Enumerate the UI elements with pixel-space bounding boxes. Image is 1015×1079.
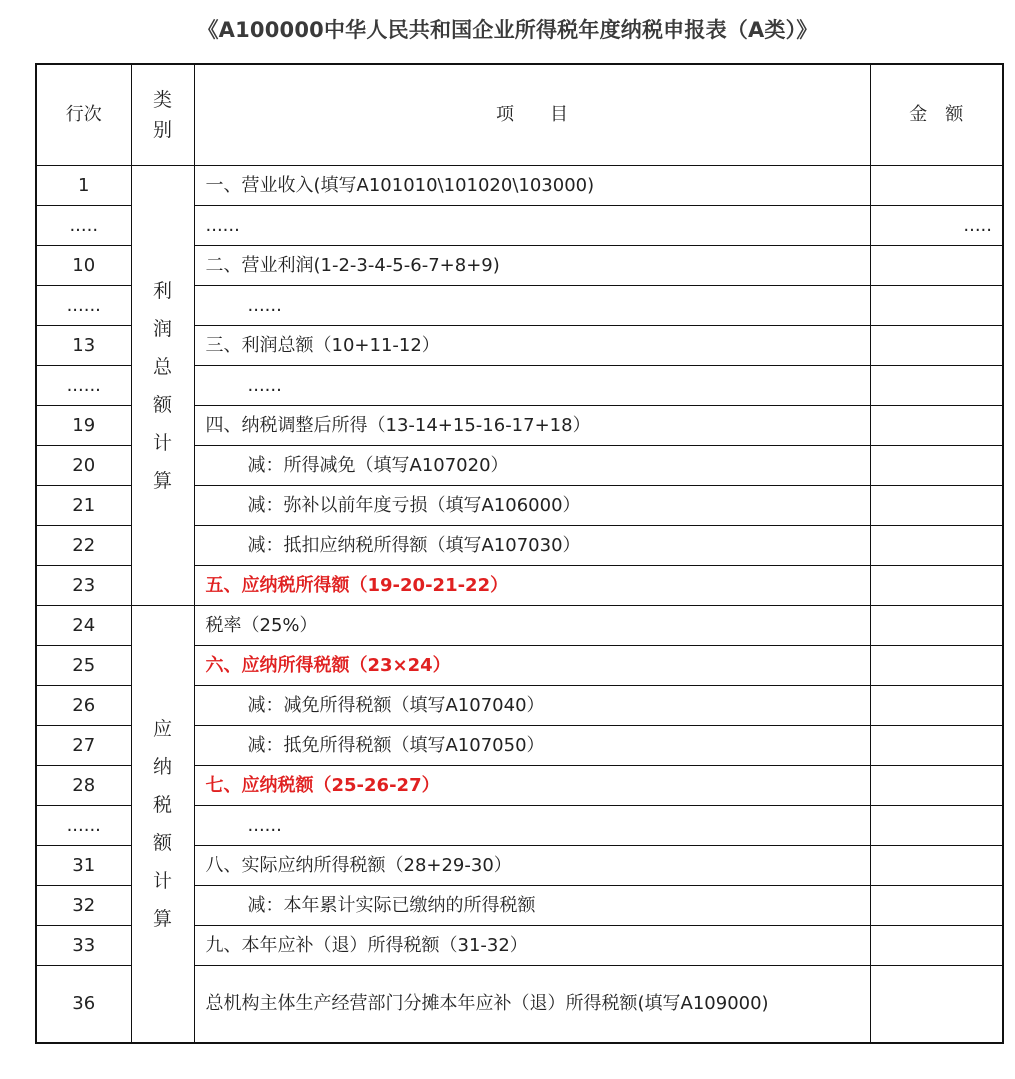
amount-cell[interactable] bbox=[870, 726, 1003, 766]
line-number: 26 bbox=[36, 686, 131, 726]
amount-cell[interactable] bbox=[870, 886, 1003, 926]
amount-cell[interactable] bbox=[870, 806, 1003, 846]
amount-cell[interactable] bbox=[870, 446, 1003, 486]
amount-cell[interactable] bbox=[870, 846, 1003, 886]
item-cell: ...... bbox=[194, 366, 870, 406]
amount-cell[interactable] bbox=[870, 566, 1003, 606]
line-number: ..... bbox=[36, 206, 131, 246]
amount-cell[interactable] bbox=[870, 326, 1003, 366]
item-cell: 九、本年应补（退）所得税额（31-32） bbox=[194, 926, 870, 966]
line-number: 21 bbox=[36, 486, 131, 526]
line-number: ...... bbox=[36, 366, 131, 406]
amount-cell[interactable] bbox=[870, 366, 1003, 406]
item-cell-highlighted: 六、应纳所得税额（23×24） bbox=[194, 646, 870, 686]
page-title: 《A100000中华人民共和国企业所得税年度纳税申报表（A类）》 bbox=[197, 18, 818, 42]
amount-cell[interactable] bbox=[870, 286, 1003, 326]
line-number: ...... bbox=[36, 286, 131, 326]
amount-cell[interactable] bbox=[870, 406, 1003, 446]
item-cell: 总机构主体生产经营部门分摊本年应补（退）所得税额(填写A109000) bbox=[194, 966, 870, 1044]
item-cell-highlighted: 七、应纳税额（25-26-27） bbox=[194, 766, 870, 806]
item-cell: ...... bbox=[194, 206, 870, 246]
amount-cell[interactable] bbox=[870, 966, 1003, 1044]
header-item: 项 目 bbox=[194, 64, 870, 166]
line-number: 27 bbox=[36, 726, 131, 766]
line-number: 22 bbox=[36, 526, 131, 566]
line-number: 13 bbox=[36, 326, 131, 366]
line-number: 32 bbox=[36, 886, 131, 926]
amount-cell[interactable] bbox=[870, 486, 1003, 526]
amount-cell[interactable] bbox=[870, 926, 1003, 966]
amount-cell[interactable] bbox=[870, 766, 1003, 806]
line-number: 1 bbox=[36, 166, 131, 206]
item-cell: 四、纳税调整后所得（13-14+15-16-17+18） bbox=[194, 406, 870, 446]
tax-return-table bbox=[35, 63, 1004, 1044]
item-cell: 减：所得减免（填写A107020） bbox=[194, 446, 870, 486]
category-tax-payable bbox=[131, 606, 194, 1044]
line-number: 31 bbox=[36, 846, 131, 886]
line-number: 33 bbox=[36, 926, 131, 966]
line-number: 10 bbox=[36, 246, 131, 286]
item-cell: 减：弥补以前年度亏损（填写A106000） bbox=[194, 486, 870, 526]
item-cell: 减：抵免所得税额（填写A107050） bbox=[194, 726, 870, 766]
item-cell: 税率（25%） bbox=[194, 606, 870, 646]
item-cell: 减：减免所得税额（填写A107040） bbox=[194, 686, 870, 726]
amount-cell[interactable]: ..... bbox=[870, 206, 1003, 246]
line-number: 28 bbox=[36, 766, 131, 806]
category-profit-label: 利润总额计算 bbox=[152, 279, 172, 492]
line-number: 24 bbox=[36, 606, 131, 646]
table-row bbox=[36, 606, 1003, 646]
line-number: 19 bbox=[36, 406, 131, 446]
header-category bbox=[131, 64, 194, 166]
line-number: 23 bbox=[36, 566, 131, 606]
amount-cell[interactable] bbox=[870, 686, 1003, 726]
item-cell: 三、利润总额（10+11-12） bbox=[194, 326, 870, 366]
item-cell: 减：本年累计实际已缴纳的所得税额 bbox=[194, 886, 870, 926]
header-category-label: 类别 bbox=[152, 89, 172, 141]
amount-cell[interactable] bbox=[870, 246, 1003, 286]
amount-cell[interactable] bbox=[870, 166, 1003, 206]
table-row bbox=[36, 166, 1003, 206]
line-number: 36 bbox=[36, 966, 131, 1044]
header-line-number: 行次 bbox=[36, 64, 131, 166]
item-cell: 一、营业收入(填写A101010\101020\103000) bbox=[194, 166, 870, 206]
table-header-row bbox=[36, 64, 1003, 166]
amount-cell[interactable] bbox=[870, 606, 1003, 646]
line-number: 25 bbox=[36, 646, 131, 686]
category-profit-total bbox=[131, 166, 194, 606]
line-number: 20 bbox=[36, 446, 131, 486]
header-amount: 金 额 bbox=[870, 64, 1003, 166]
item-cell: 减：抵扣应纳税所得额（填写A107030） bbox=[194, 526, 870, 566]
line-number: ...... bbox=[36, 806, 131, 846]
item-cell-highlighted: 五、应纳税所得额（19-20-21-22） bbox=[194, 566, 870, 606]
amount-cell[interactable] bbox=[870, 646, 1003, 686]
amount-cell[interactable] bbox=[870, 526, 1003, 566]
item-cell: ...... bbox=[194, 286, 870, 326]
category-tax-label: 应纳税额计算 bbox=[152, 718, 172, 930]
item-cell: 八、实际应纳所得税额（28+29-30） bbox=[194, 846, 870, 886]
item-cell: 二、营业利润(1-2-3-4-5-6-7+8+9) bbox=[194, 246, 870, 286]
item-cell: ...... bbox=[194, 806, 870, 846]
